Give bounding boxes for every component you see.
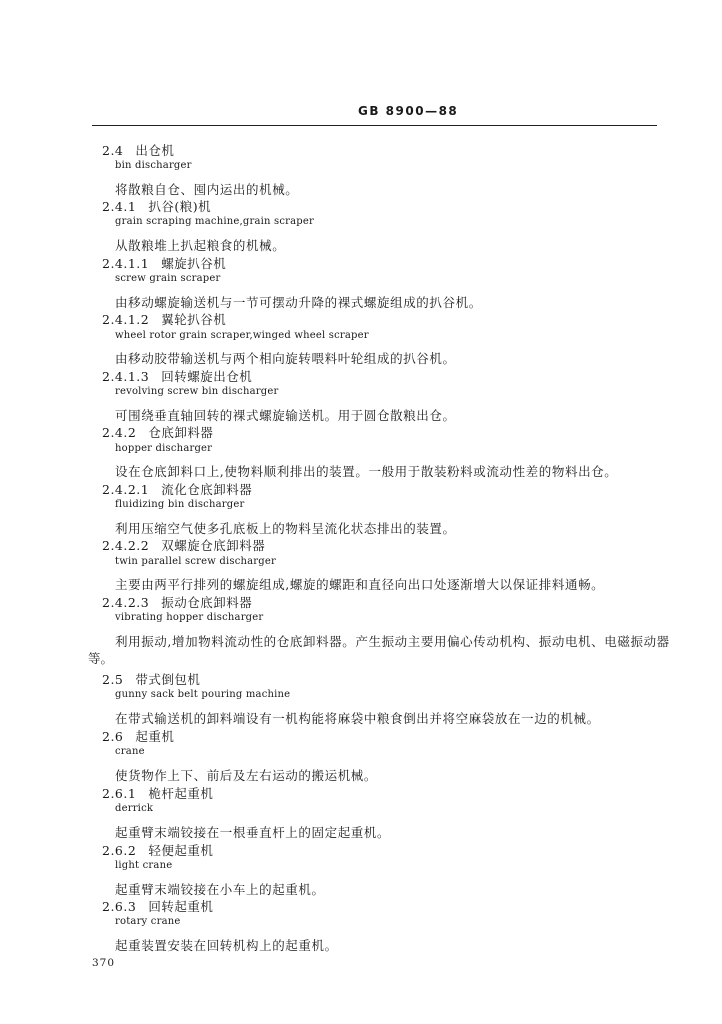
entry-heading (102, 593, 252, 611)
entry-english-term: wheel rotor grain scraper,winged wheel scraper (115, 330, 369, 341)
entry-heading (102, 727, 174, 745)
entry-english-term: grain scraping machine,grain scraper (115, 216, 315, 227)
entry-term: 起重机 (135, 729, 175, 744)
entry-term: 双螺旋仓底卸料器 (161, 538, 266, 553)
entry-heading (102, 254, 226, 272)
page-number: 370 (92, 957, 116, 969)
entry-number: 2.5 (102, 672, 124, 687)
entry-number: 2.6 (102, 729, 124, 744)
entry-term: 轻便起重机 (148, 843, 214, 858)
entry-definition: 起重臂末端铰接在一根垂直杆上的固定起重机。 (115, 825, 391, 840)
entry-number: 2.4 (102, 143, 124, 158)
entry-english-term: hopper discharger (115, 443, 213, 454)
entry-term: 回转起重机 (148, 899, 214, 914)
entry-definition: 将散粮自仓、囤内运出的机械。 (115, 182, 299, 197)
entry-definition: 起重臂末端铰接在小车上的起重机。 (115, 882, 325, 897)
entry-term: 出仓机 (135, 143, 175, 158)
entry-english-term: crane (115, 746, 145, 757)
entry-english-term: gunny sack belt pouring machine (115, 689, 291, 700)
entry-definition: 使货物作上下、前后及左右运动的搬运机械。 (115, 768, 378, 783)
entry-term: 带式倒包机 (135, 672, 201, 687)
entry-english-term: fluidizing bin discharger (115, 499, 245, 510)
entry-term: 振动仓底卸料器 (161, 595, 253, 610)
entry-term: 扒谷(粮)机 (148, 199, 212, 214)
entry-heading (102, 841, 213, 859)
entry-english-term: twin parallel screw discharger (115, 556, 276, 567)
entry-heading (102, 480, 252, 498)
entry-definition: 主要由两平行排列的螺旋组成,螺旋的螺距和直径向出口处逐渐增大以保证排料通畅。 (115, 577, 605, 592)
entry-heading (102, 367, 252, 385)
entry-term: 仓底卸料器 (148, 425, 214, 440)
entry-english-term: light crane (115, 860, 173, 871)
entry-number: 2.4.1.1 (102, 256, 150, 271)
entry-english-term: derrick (115, 803, 154, 814)
entry-heading (102, 310, 226, 328)
entry-heading (102, 670, 200, 688)
entry-number: 2.4.2.3 (102, 595, 150, 610)
entry-term: 桅杆起重机 (148, 786, 214, 801)
entry-heading (102, 141, 174, 159)
entry-definition: 可围绕垂直轴回转的裸式螺旋输送机。用于圆仓散粮出仓。 (115, 408, 456, 423)
entry-definition-continuation: 等。 (88, 651, 114, 666)
entry-heading (102, 423, 213, 441)
entry-number: 2.6.2 (102, 843, 137, 858)
entry-number: 2.4.1.3 (102, 369, 150, 384)
entry-number: 2.4.2.2 (102, 538, 150, 553)
entry-definition: 设在仓底卸料口上,使物料顺利排出的装置。一般用于散装粉料或流动性差的物料出仓。 (115, 464, 618, 479)
entry-heading (102, 784, 213, 802)
entry-definition: 从散粮堆上扒起粮食的机械。 (115, 238, 286, 253)
entry-heading (102, 536, 265, 554)
entry-term: 翼轮扒谷机 (161, 312, 227, 327)
entry-definition: 在带式输送机的卸料端设有一机构能将麻袋中粮食倒出并将空麻袋放在一边的机械。 (115, 711, 600, 726)
entry-definition: 由移动螺旋输送机与一节可摆动升降的裸式螺旋组成的扒谷机。 (115, 295, 482, 310)
entry-english-term: rotary crane (115, 916, 181, 927)
entry-english-term: bin discharger (115, 160, 192, 171)
entry-english-term: screw grain scraper (115, 273, 221, 284)
entry-number: 2.4.2 (102, 425, 137, 440)
entry-definition: 起重装置安装在回转机构上的起重机。 (115, 938, 338, 953)
entry-definition: 利用振动,增加物料流动性的仓底卸料器。产生振动主要用偏心传动机构、振动电机、电磁振动器 (115, 634, 670, 649)
header-code: GB 8900—88 (358, 104, 459, 118)
entry-number: 2.4.1 (102, 199, 137, 214)
entry-definition: 由移动胶带输送机与两个相向旋转喂料叶轮组成的扒谷机。 (115, 351, 456, 366)
entry-number: 2.6.3 (102, 899, 137, 914)
entry-term: 螺旋扒谷机 (161, 256, 227, 271)
entry-definition: 利用压缩空气使多孔底板上的物料呈流化状态排出的装置。 (115, 521, 456, 536)
entry-number: 2.4.2.1 (102, 482, 150, 497)
entry-heading (102, 897, 213, 915)
entry-english-term: vibrating hopper discharger (115, 612, 264, 623)
entry-number: 2.4.1.2 (102, 312, 150, 327)
entry-term: 流化仓底卸料器 (161, 482, 253, 497)
entry-heading (102, 197, 211, 215)
entry-number: 2.6.1 (102, 786, 137, 801)
entry-english-term: revolving screw bin discharger (115, 386, 279, 397)
entry-term: 回转螺旋出仓机 (161, 369, 253, 384)
